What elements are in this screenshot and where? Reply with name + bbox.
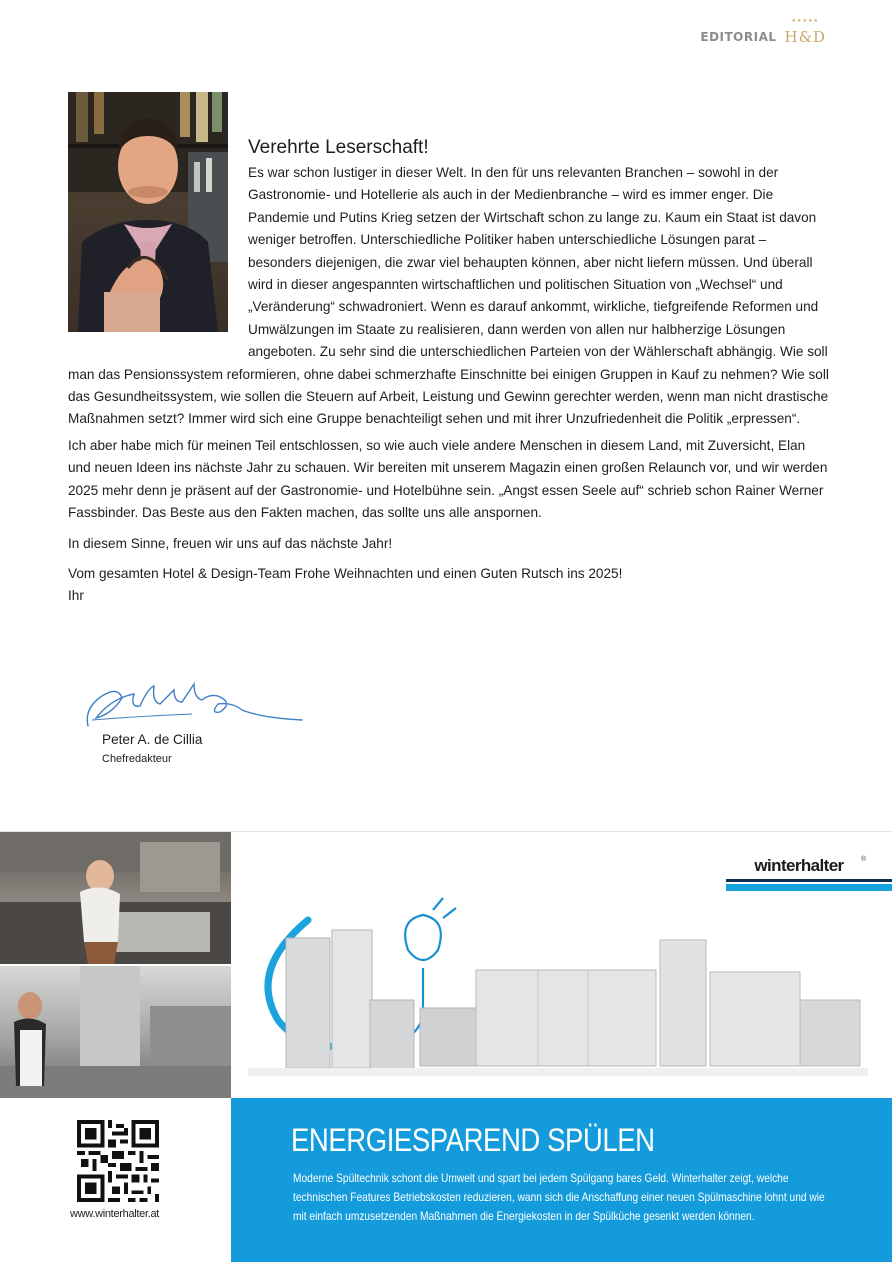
dishwasher-lineup-illustration	[248, 890, 892, 1095]
ad-photo-pass-through-dishwasher	[0, 966, 231, 1098]
portrait-spacer	[68, 92, 248, 358]
winterhalter-logo	[726, 856, 892, 891]
paragraph-1: Es war schon lustiger in dieser Welt. In den für uns relevanten Branchen – sowohl in der Gastronomie- und Hotellerie als auch in der Medienbranche – wird es immer enger. Die Pandemie und Putins Krieg setzen der Wirtschaft schon zu lange zu. Kaum ein Staat ist davon weniger betroffen. Unterschiedliche Politiker haben unterschiedliche Lösungen parat – besonders diejenigen, die zwar viel behaupten können, aber nicht liefern müssen. Und überall wird in dieser angespannten wirtschaftlichen und politischen Situation von „Wechsel“ und „Veränderung“ schwadroniert. Wenn es darauf ankommt, wirkliche, tiefgreifende Reformen und Umwälzungen im Staate zu realisieren, dann werden von allen nur halbherzige Lösungen angeboten. Zu sehr sind die unterschiedlichen Parteien von der Wählerschaft abhängig. Wie soll man das Pensionssystem reformieren, ohne dabei schmerzhafte Einschnitte bei einigen Gruppen in Kauf zu nehmen? Wie soll das Gesundheitssystem, wie sollen die Steuern auf Arbeit, Leistung und Gewinn gerechter werden, wenn man nicht drastische Maßnahmen setzt? Immer wird sich eine Gruppe benachteiligt sehen und mit ihrer Unzufriedenheit die Politik „erpressen“.	[68, 165, 829, 427]
signer-role: Chefredakteur	[102, 753, 172, 765]
ad-headline: ENERGIESPAREND SPÜLEN	[291, 1122, 655, 1158]
signer-name: Peter A. de Cillia	[102, 732, 203, 747]
handwritten-signature	[82, 668, 307, 738]
ad-body-text: Moderne Spültechnik schont die Umwelt und spart bei jedem Spülgang bares Geld. Winterhalter zeigt, welche technischen Features Betriebskosten reduzieren, wann sich die Anschaffung einer neuen Spülmaschine lohnt und wie mit einfach umzusetzenden Maßnahmen die Energiekosten in der Spülküche gesenkt werden können.	[293, 1171, 825, 1223]
ad-blue-panel	[231, 1098, 892, 1262]
brand-name: winterhalter	[754, 856, 844, 875]
star-icons: ★★★★★	[791, 18, 819, 24]
section-label: EDITORIAL	[700, 30, 777, 44]
registered-mark: ®	[860, 856, 866, 863]
letter-greeting: Verehrte Leserschaft!	[248, 137, 429, 158]
logo-bar-navy	[726, 879, 892, 882]
page-header	[700, 18, 826, 46]
qr-code[interactable]	[77, 1120, 159, 1202]
ad-photo-kitchen-dishwasher	[0, 832, 231, 964]
paragraph-2: Ich aber habe mich für meinen Teil entschlossen, so wie auch viele andere Menschen in diesem Land, mit Zuversicht, Elan und neuen Ideen ins nächste Jahr zu schauen. Wir bereiten mit unserem Magazin einen großen Relaunch vor, und wir werden 2025 mehr denn je präsent auf der Gastronomie- und Hotelbühne sein. „Angst essen Seele auf“ schrieb schon Rainer Werner Fassbinder. Das Beste aus den Fakten machen, das sollte uns alle anspornen.	[68, 437, 828, 521]
editorial-letter	[68, 92, 830, 616]
hd-logo-text: H&D	[784, 28, 826, 46]
letter-closing: Ihr	[68, 588, 84, 604]
ad-url[interactable]: www.winterhalter.at	[70, 1208, 160, 1220]
hd-logo	[784, 18, 826, 46]
paragraph-3: In diesem Sinne, freuen wir uns auf das nächste Jahr!	[68, 535, 393, 551]
paragraph-4: Vom gesamten Hotel & Design-Team Frohe Weihnachten und einen Guten Rutsch ins 2025!	[68, 565, 623, 581]
